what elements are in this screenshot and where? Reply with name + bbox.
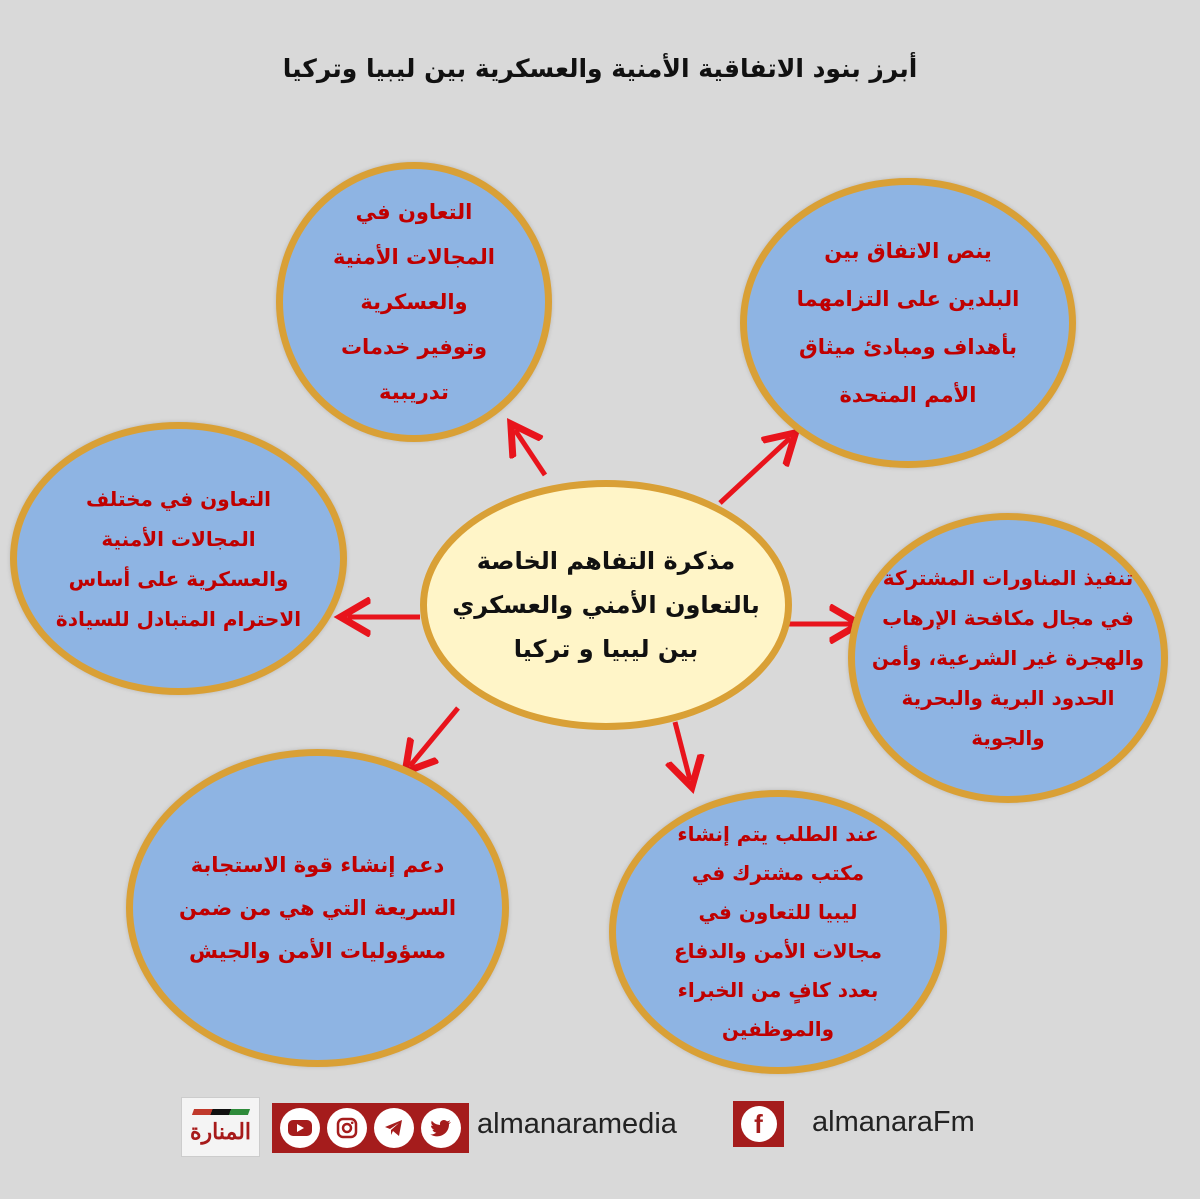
arrow-to-bottom-left — [410, 708, 458, 766]
bubble-top-right-text: ينص الاتفاق بين البلدين على التزامهما بأهداف ومبادئ ميثاق الأمم المتحدة — [796, 239, 1020, 407]
social-handle[interactable]: almanaramedia — [477, 1108, 677, 1140]
bubble-left-text: التعاون في مختلف المجالات الأمنية والعسكرية على أساس الاحترام المتبادل للسيادة — [55, 486, 302, 631]
bubble-right — [848, 513, 1168, 803]
arrow-to-top-right — [720, 438, 790, 503]
central-memorandum-bubble — [420, 480, 792, 730]
twitter-icon[interactable] — [421, 1108, 461, 1148]
youtube-icon[interactable] — [280, 1108, 320, 1148]
central-memorandum-text: مذكرة التفاهم الخاصة بالتعاون الأمني والعسكري بين ليبيا و تركيا — [452, 547, 760, 663]
instagram-icon[interactable] — [327, 1108, 367, 1148]
bubble-left — [10, 422, 347, 695]
facebook-handle[interactable]: almanaraFm — [812, 1106, 975, 1138]
almanara-logo-text: المنارة — [189, 1119, 252, 1145]
facebook-badge[interactable] — [733, 1101, 784, 1147]
bubble-right-text: تنفيذ المناورات المشتركة في مجال مكافحة الإرهاب والهجرة غير الشرعية، وأمن الحدود البرية والبحرية والجوية — [871, 566, 1145, 750]
bubble-bottom-left — [126, 749, 509, 1067]
page-title: أبرز بنود الاتفاقية الأمنية والعسكرية بين ليبيا وتركيا — [282, 54, 918, 83]
bubble-top-center — [276, 162, 552, 442]
telegram-icon[interactable] — [374, 1108, 414, 1148]
arrow-to-top-center — [515, 430, 545, 475]
flag-stripe — [191, 1109, 249, 1115]
almanara-logo — [181, 1097, 260, 1157]
bubble-top-right — [740, 178, 1076, 468]
bubble-bottom-right-text: عند الطلب يتم إنشاء مكتب مشترك في ليبيا للتعاون في مجالات الأمن والدفاع بعدد كافٍ من الخبراء والموظفين — [674, 822, 882, 1041]
social-icons-bar — [272, 1103, 469, 1153]
facebook-icon[interactable]: f — [741, 1106, 777, 1142]
bubble-bottom-left-text: دعم إنشاء قوة الاستجابة السريعة التي هي من ضمن مسؤوليات الأمن والجيش — [178, 852, 457, 963]
bubble-bottom-right — [609, 790, 947, 1074]
bubble-top-center-text: التعاون في المجالات الأمنية والعسكرية وتوفير خدمات تدريبية — [333, 199, 495, 404]
arrow-to-bottom-right — [675, 722, 690, 780]
